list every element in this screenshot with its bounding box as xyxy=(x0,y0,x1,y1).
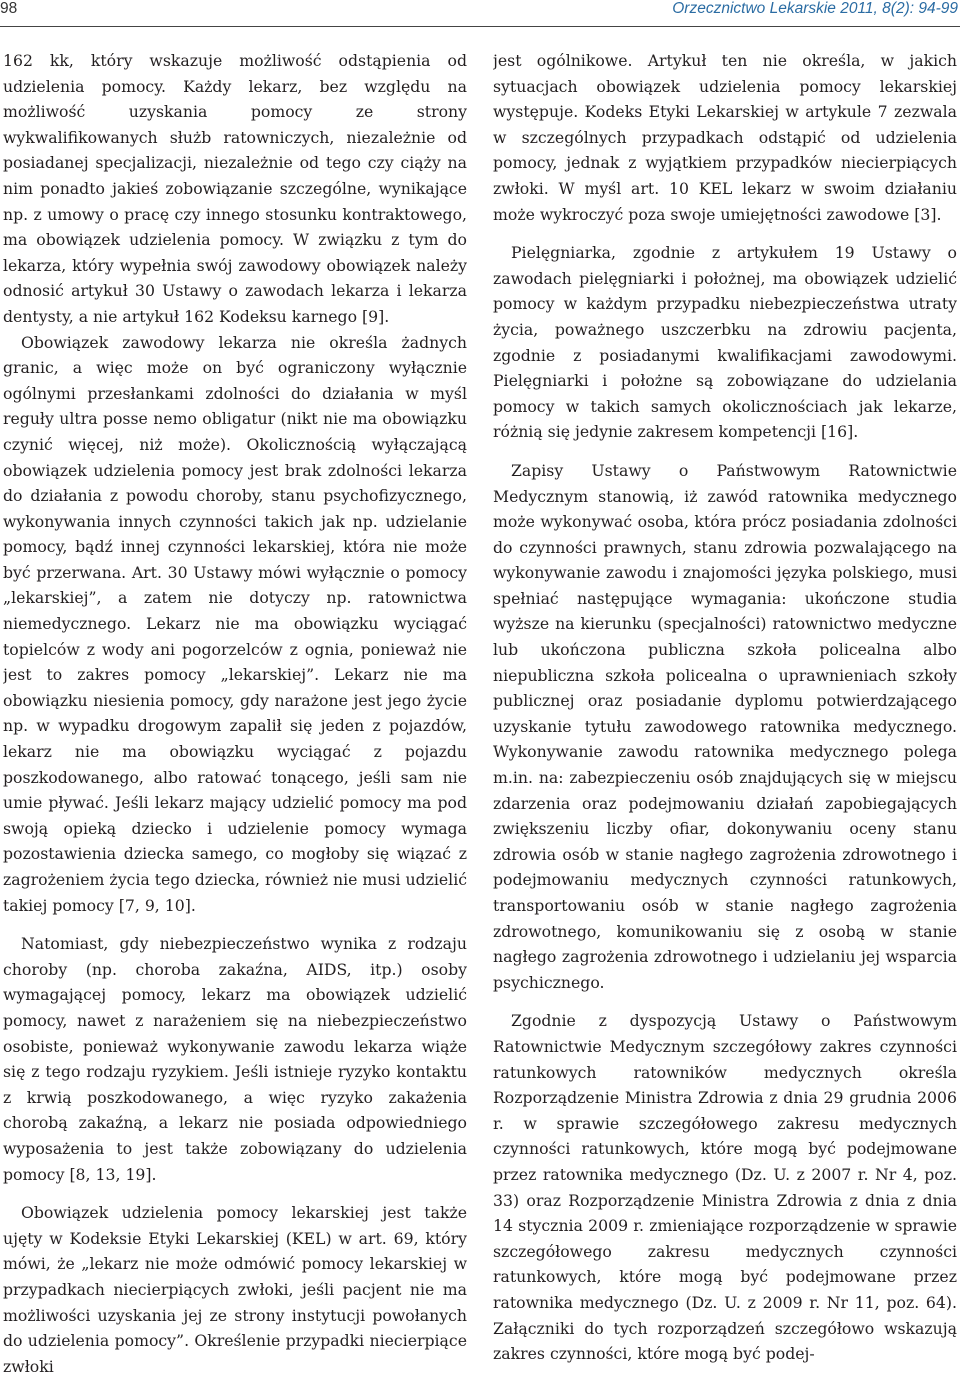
paragraph: Pielęgniarka, zgodnie z artykułem 19 Ustawy o zawodach pielęgniarki i położnej, ma obowiązek udzielić pomocy w każdym przypadku niebezpieczeństwa utraty życia, poważnego uszczerbku na zdrowiu pacjenta, zgodnie z posiadanymi kwalifikacjami zawodowymi. Pielęgniarki i położne są zobowiązane do udzielania pomocy w takich samych okolicznościach jak lekarze, różnią się jedynie zakresem kompetencji [16]. xyxy=(493,243,957,442)
journal-citation: Orzecznictwo Lekarskie 2011, 8(2): 94-99 xyxy=(672,0,958,17)
paragraph: Obowiązek zawodowy lekarza nie określa żadnych granic, a więc może on być ograniczony wyłącznie ogólnymi przesłankami zdolności do działania w myśl reguły ultra posse nemo obligatur (nikt nie ma obowiązku czynić więcej, niż może). Okolicznością wyłączającą obowiązek udzielenia pomocy jest brak zdolności lekarza do działania z powodu choroby, stanu psychofizycznego, wykonywania innych czynności takich jak np. udzielanie pomocy, bądź innej czynności lekarskiej, która nie może być przerwana. Art. 30 Ustawy mówi wyłącznie o pomocy „lekarskiej”, a zatem nie dotyczy np. ratownictwa niemedycznego. Lekarz nie ma obowiązku wyciągać topielców z wody ani pogorzelców z ognia, ponieważ nie jest to zakres pomocy „lekarskiej”. Lekarz nie ma obowiązku niesienia pomocy, gdy narażone jest jego życie np. w wypadku drogowym zapalił się jeden z pojazdów, lekarz nie ma obowiązku wyciągać z pojazdu poszkodowanego, albo ratować tonącego, jeśli sam nie umie pływać. Jeśli lekarz mający udzielić pomocy ma pod swoją opieką dziecko i udzielenie pomocy wymaga pozostawienia dziecka samego, co mogłoby się wiązać z zagrożeniem życia tego dziecka, również nie musi udzielić takiej pomocy [7, 9, 10]. xyxy=(3,332,467,915)
paragraph: Natomiast, gdy niebezpieczeństwo wynika z rodzaju choroby (np. choroba zakaźna, AIDS, itp.) osoby wymagającej pomocy, lekarz ma obowiązek udzielić pomocy, nawet z narażeniem się na niebezpieczeństwo osobiste, ponieważ wykonywanie zawodu lekarza wiąże się z tego rodzaju ryzykiem. Jeśli istnieje ryzyko kontaktu z krwią poszkodowanego, a więc ryzyko zakażenia chorobą zakaźną, a lekarz nie posiada odpowiedniego wyposażenia to jest także zobowiązany do udzielenia pomocy [8, 13, 19]. xyxy=(3,934,467,1184)
paragraph: Obowiązek udzielenia pomocy lekarskiej jest także ujęty w Kodeksie Etyki Lekarskiej (KEL) w art. 69, który mówi, że „lekarz nie może odmówić pomocy lekarskiej w przypadkach niecierpiących zwłoki, jeśli pacjent nie ma możliwości uzyskania jej ze strony instytucji powołanych do udzielenia pomocy”. Określenie przypadki niecierpiące zwłoki xyxy=(3,1203,467,1376)
paragraph: 162 kk, który wskazuje możliwość odstąpienia od udzielenia pomocy. Każdy lekarz, bez względu na możliwość uzyskania pomocy ze strony wykwalifikowanych służb ratowniczych, niezależnie od posiadanej specjalizacji, niezależnie od tego czy ciąży na nim ponadto jakieś zobowiązanie szczególne, wynikające np. z umowy o pracę czy innego stosunku kontraktowego, ma obowiązek udzielenia pomocy. W związku z tym do lekarza, który wypełnia swój zawodowy obowiązek należy odnosić artykuł 30 Ustawy o zawodach lekarza i lekarza dentysty, a nie artykuł 162 Kodeksu karnego [9]. xyxy=(3,51,467,326)
left-column xyxy=(3,48,467,1383)
right-column xyxy=(493,48,957,1383)
paragraph: Zapisy Ustawy o Państwowym Ratownictwie Medycznym stanowią, iż zawód ratownika medycznego może wykonywać osoba, która prócz posiadania zdolności do czynności prawnych, stanu zdrowia pozwalającego na wykonywanie zawodu i znajomości języka polskiego, musi spełniać następujące wymagania: ukończone studia wyższe na kierunku (specjalności) ratownictwo medyczne lub ukończona publiczna szkoła policealna albo niepubliczna szkoła policealna o uprawnieniach szkoły publicznej oraz posiadanie dyplomu potwierdzającego uzyskanie tytułu zawodowego ratownika medycznego. Wykonywanie zawodu ratownika medycznego polega m.in. na: zabezpieczeniu osób znajdujących się w miejscu zdarzenia oraz podejmowaniu działań zapobiegających zwiększeniu liczby ofiar, dokonywaniu oceny stanu zdrowia osób w stanie nagłego zagrożenia zdrowotnego i podejmowaniu medycznych czynności ratunkowych, transportowaniu osób w stanie nagłego zagrożenia zdrowotnego, komunikowaniu się z osobą w stanie nagłego zagrożenia zdrowotnego i udzielaniu jej wsparcia psychicznego. xyxy=(493,460,957,992)
header-rule xyxy=(0,26,960,27)
running-header xyxy=(0,0,960,28)
page-number: 98 xyxy=(0,0,18,17)
paragraph: jest ogólnikowe. Artykuł ten nie określa, w jakich sytuacjach obowiązek udzielenia pomocy lekarskiej występuje. Kodeks Etyki Lekarskiej w artykule 7 zezwala w szczególnych przypadkach odstąpić od udzielenia pomocy, jednak z wyjątkiem przypadków niecierpiących zwłoki. W myśl art. 10 KEL lekarz w swoim działaniu może wykroczyć poza swoje umiejętności zawodowe [3]. xyxy=(493,51,957,224)
paragraph: Zgodnie z dyspozycją Ustawy o Państwowym Ratownictwie Medycznym szczegółowy zakres czynności ratunkowych ratowników medycznych określa Rozporządzenie Ministra Zdrowia z dnia 29 grudnia 2006 r. w sprawie szczegółowego zakresu medycznych czynności ratunkowych, które mogą być podejmowane przez ratownika medycznego (Dz. U. z 2007 r. Nr 4, poz. 33) oraz Rozporządzenie Ministra Zdrowia z dnia z dnia 14 stycznia 2009 r. zmieniające rozporządzenie w sprawie szczegółowego zakresu medycznych czynności ratunkowych, które mogą być podejmowane przez ratownika medycznego (Dz. U. z 2009 r. Nr 11, poz. 64). Załączniki do tych rozporządzeń szczegółowo wskazują zakres czynności, które mogą być podej- xyxy=(493,1011,957,1364)
